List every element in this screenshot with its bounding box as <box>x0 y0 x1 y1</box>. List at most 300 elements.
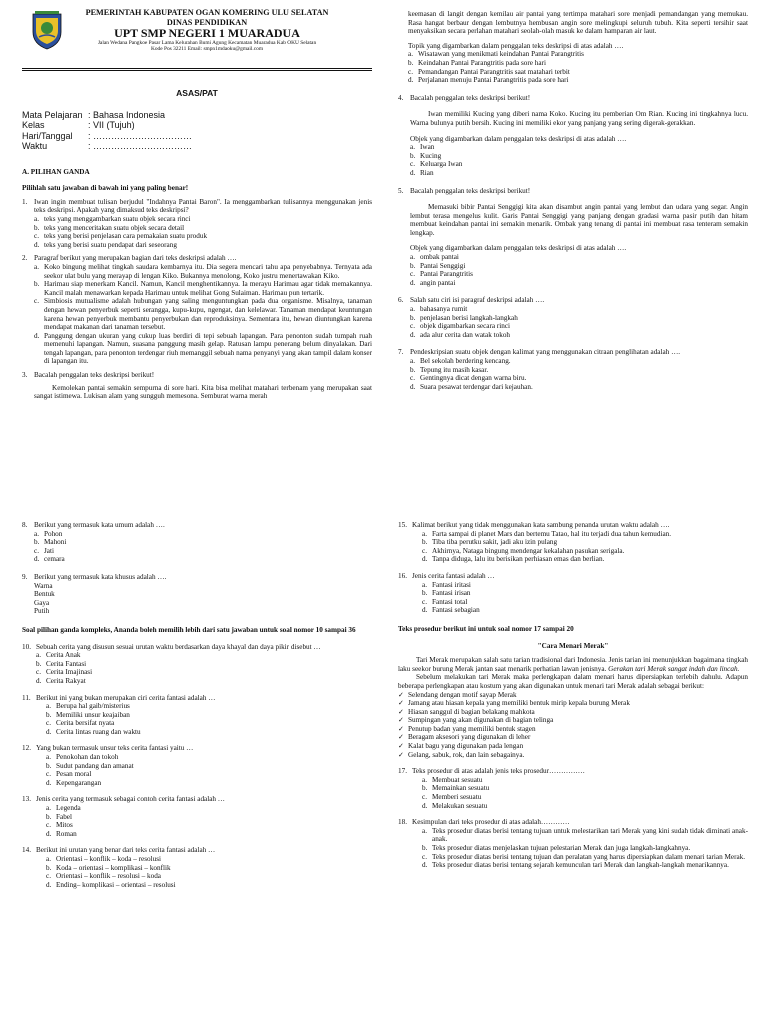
option-letter: b. <box>410 151 416 160</box>
option <box>46 762 372 771</box>
option-text: Membuat sesuatu <box>432 775 483 784</box>
option <box>34 538 372 547</box>
check-icon: ✓ <box>398 742 405 751</box>
option-list <box>410 357 748 391</box>
option-text: Teks prosedur diatas menjelaskan tujuan pelestarian Merak dan juga langkah-langkahnya. <box>432 844 691 852</box>
option-letter: a. <box>46 804 51 813</box>
option <box>46 864 372 873</box>
option-letter: a. <box>46 702 51 711</box>
question-text: Berikut yang termasuk kata umum adalah …. <box>34 521 165 529</box>
option-text: Orientasi – konflik – resolusi – koda <box>56 872 162 881</box>
option-text: Cerita Fantasi <box>46 659 87 668</box>
letterhead-postcode-email: Kode Pos 32211 Email: smpn1mdaoku@gmail.com <box>150 46 264 53</box>
option <box>422 555 748 564</box>
option-letter: d. <box>422 861 428 870</box>
option <box>46 813 372 822</box>
list-item <box>398 733 748 742</box>
option-text: Selendang dengan motif sayap Merak <box>408 690 517 699</box>
option-letter: d. <box>36 676 42 685</box>
question-number: 12. <box>22 744 31 753</box>
option-text: Kalat bagu yang digunakan pada lengan <box>408 742 524 751</box>
option-list <box>410 305 748 339</box>
option-letter: a. <box>46 855 51 863</box>
page2-right-column <box>398 521 748 870</box>
option <box>410 305 748 314</box>
option <box>422 538 748 547</box>
option <box>410 322 748 331</box>
option-letter: b. <box>410 313 416 322</box>
option-text: Memainkan sesuatu <box>432 784 490 793</box>
option-list <box>422 827 748 870</box>
option-letter: d. <box>46 778 52 787</box>
meta-value: : …………………………… <box>88 130 193 141</box>
option-text: Fantasi total <box>432 597 468 606</box>
option-text: Sumpingan yang akan digunakan di bagian telinga <box>408 716 554 725</box>
option-letter: c. <box>34 232 39 241</box>
option <box>410 152 748 161</box>
question-1 <box>22 198 372 250</box>
option-text: Koda – orientasi – komplikasi – konflik <box>56 863 171 872</box>
option-text: Sudut pandang dan amanat <box>56 761 134 770</box>
question-number: 16. <box>398 571 407 580</box>
option <box>410 262 748 271</box>
question-text: Berikut ini urutan yang benar dari teks cerita fantasi adalah … <box>36 846 216 855</box>
option-list <box>46 855 372 889</box>
option <box>34 263 372 280</box>
list-item <box>398 725 748 734</box>
question-4 <box>398 94 748 178</box>
option <box>410 279 748 288</box>
question-text: Berikut yang termasuk kata khusus adalah …. <box>34 572 167 581</box>
page1-right-column <box>398 10 748 391</box>
option <box>408 68 748 77</box>
option-text: Roman <box>56 829 77 838</box>
option-letter: c. <box>410 374 415 383</box>
option <box>34 280 372 297</box>
option-letter: c. <box>410 322 415 331</box>
option-letter: b. <box>46 812 52 821</box>
list-item <box>398 751 748 760</box>
option-text: Panggung dengan ukuran yang cukup luas berdiri di tepi sebuah lapangan. Para penonton sudah tumpah ruah memenuhi lapangan. Namun, suasana panggung masih gelap. Ratusan lampu penerang belum dinyalakan. Dari tengah lapangan, para penonton terdengar riuh memanggil sebuah nama penyanyi yang akan tampil dalam konser di lapangan itu. <box>44 331 372 366</box>
option-letter: c. <box>422 793 427 802</box>
option <box>36 660 372 669</box>
meta-row <box>22 120 372 131</box>
option <box>422 827 748 844</box>
option-text: Fabel <box>56 812 72 821</box>
question-16 <box>398 572 748 615</box>
option-list <box>46 753 372 787</box>
option <box>34 297 372 331</box>
option-letter: d. <box>410 278 416 287</box>
option-text: Memberi sesuatu <box>432 793 482 802</box>
question-number: 3. <box>22 371 28 380</box>
question-text: Berikut ini yang bukan merupakan ciri cerita fantasi adalah … <box>36 693 216 702</box>
question-15 <box>398 521 748 564</box>
option-letter: d. <box>46 829 52 838</box>
option <box>422 853 748 862</box>
option <box>46 855 372 864</box>
question-text: Jenis cerita yang termasuk sebagai contoh cerita fantasi adalah … <box>36 795 225 804</box>
letterhead-address: Jalan Wedana Pangkoe Pasar Lama Kelurahan Bumi Agung Kecamatan Muaradua Kab OKU Selatan <box>97 40 317 46</box>
option <box>422 861 748 870</box>
option <box>34 232 372 241</box>
procedure-title: "Cara Menari Merak" <box>537 641 609 650</box>
question-10 <box>22 643 372 686</box>
option-list <box>36 651 372 685</box>
letterhead-divider <box>22 68 372 71</box>
option <box>410 314 748 323</box>
option-list <box>46 702 372 736</box>
option-letter: b. <box>410 261 416 270</box>
check-icon: ✓ <box>398 699 405 708</box>
option-letter: a. <box>410 305 415 314</box>
option-letter: a. <box>410 357 415 365</box>
option <box>34 241 372 250</box>
option-letter: b. <box>422 589 428 598</box>
question-18 <box>398 818 748 870</box>
option-text: Kepengarangan <box>56 778 102 787</box>
instruction: Pilihlah satu jawaban di bawah ini yang paling benar! <box>22 184 189 193</box>
question-12 <box>22 744 372 787</box>
option-text: Mitos <box>56 821 73 830</box>
option-letter: c. <box>46 821 51 830</box>
question-text: Kalimat berikut yang tidak menggunakan kata sambung penanda urutan waktu adalah …. <box>412 521 670 529</box>
question-text: Yang bukan termasuk unsur teks cerita fantasi yaitu … <box>36 744 194 753</box>
option <box>46 711 372 720</box>
option-text: Teks prosedur diatas berisi tentang tujuan untuk melestarikan tari Merak yang kini sudah tidak diminati anak-anak. <box>432 826 748 844</box>
meta-key: Waktu <box>22 141 48 152</box>
option-letter: d. <box>46 880 52 889</box>
option <box>410 374 748 383</box>
option-letter: d. <box>422 555 428 564</box>
letterhead-line-1: PEMERINTAH KABUPATEN OGAN KOMERING ULU SELATAN <box>85 8 329 17</box>
option-list <box>410 253 748 287</box>
option-text: Harimau siap menerkam Kancil. Namun, Kancil menghentikannya. Ia merayu Harimau agar tidak memakannya. Kancil malah menawarkan kepada Harimau untuk melihat Gong Sulaiman. Harimau pun tertarik. <box>44 280 372 297</box>
question-text: Objek yang digambarkan dalam penggalan teks deskripsi di atas adalah …. <box>410 244 627 253</box>
option <box>46 872 372 881</box>
option-letter: b. <box>410 365 416 374</box>
procedure-instruction: Teks prosedur berikut ini untuk soal nomor 17 sampai 20 <box>398 624 574 633</box>
option-letter: b. <box>422 784 428 793</box>
question-text: Kesimpulan dari teks prosedur di atas adalah………… <box>412 818 570 827</box>
option-text: Akhirnya, Nataga bingung mendengar kekalahan pasukan serigala. <box>432 546 625 555</box>
procedure-paragraph-2: Sebelum melakukan tari Merak maka perlengkapan dalam menari harus dipersiapkan terlebih dahulu. Adapun beberapa perlengkapan atau kostum yang akan digunakan untuk menari tari Merak adalah sebagai berikut: <box>398 673 748 690</box>
option-text: Bel sekolah berdering kencang. <box>420 357 511 365</box>
list-item <box>398 699 748 708</box>
option <box>410 366 748 375</box>
question-number: 9. <box>22 572 28 581</box>
question-17 <box>398 767 748 810</box>
question-number: 6. <box>398 296 404 305</box>
meta-value: : VII (Tujuh) <box>88 120 135 131</box>
option-letter: c. <box>36 668 41 677</box>
option <box>410 270 748 279</box>
option-letter: c. <box>410 270 415 279</box>
question-text: Objek yang digambarkan dalam penggalan teks deskripsi di atas adalah …. <box>410 134 627 143</box>
option-text: Pantai Senggigi <box>420 261 466 270</box>
option-list <box>34 215 372 249</box>
option-text: Rian <box>420 168 434 177</box>
option-letter: b. <box>34 223 40 232</box>
option-text: teks yang berisi suatu pendapat dari seseorang <box>44 240 177 249</box>
option <box>422 530 748 539</box>
option-text: Memiliki unsur keajaiban <box>56 710 130 719</box>
option <box>34 332 372 366</box>
question-text: Paragraf berikut yang merupakan bagian dari teks deskripsi adalah …. <box>34 254 237 263</box>
option <box>422 793 748 802</box>
passage: Kemolekan pantai semakin sempurna di sore hari. Kita bisa melihat matahari terbenam yang merupakan saat sangat istimewa. Lukisan alam yang sungguh memesona. Semburat warna merah <box>34 383 372 401</box>
option-text: Cerita Anak <box>46 651 81 660</box>
option-text: angin pantai <box>420 278 456 287</box>
option <box>410 143 748 152</box>
list-item: Warna <box>34 581 53 590</box>
procedure-text: Tari Merak merupakan salah satu tarian tradisional dari Indonesia. Jenis tarian ini menunjukkan bagaimana tingkah laku seekor burung Merak jantan saat menarik perhatian lawan jenisnya. <box>398 656 748 673</box>
option-text: Cerita Rakyat <box>46 676 86 685</box>
option-text: cemara <box>44 555 65 564</box>
question-number: 10. <box>22 642 31 651</box>
option-letter: c. <box>46 770 51 779</box>
question-text: Topik yang digambarkan dalam penggalan teks deskripsi di atas adalah …. <box>408 41 624 50</box>
option-list <box>422 581 748 615</box>
option-letter: c. <box>422 546 427 555</box>
question-3 <box>22 371 372 401</box>
option-letter: d. <box>34 555 40 564</box>
question-number: 5. <box>398 186 404 195</box>
option <box>46 719 372 728</box>
option-letter: a. <box>410 143 415 152</box>
list-item <box>398 742 748 751</box>
option-letter: c. <box>34 297 39 306</box>
option <box>46 770 372 779</box>
option <box>422 784 748 793</box>
option-text: teks yang menceritakan suatu objek secara detail <box>44 223 185 232</box>
option-text: ada alur cerita dan watak tokoh <box>420 330 511 339</box>
option-letter: a. <box>36 651 41 660</box>
option-text: Wisatawan yang menikmati keindahan Pantai Parangtritis <box>418 50 584 59</box>
list-item: Gaya <box>34 598 50 607</box>
list-item <box>398 691 748 700</box>
option-text: Orientasi – konflik – koda – resolusi <box>56 855 162 863</box>
question-7 <box>398 348 748 391</box>
option <box>46 753 372 762</box>
question-number: 13. <box>22 795 31 804</box>
option-letter: b. <box>34 538 40 547</box>
question-text: Bacalah penggalan teks deskripsi berikut! <box>410 186 531 195</box>
option-text: Jamang atau hiasan kepala yang memiliki bentuk mirip kepala burung Merak <box>408 699 630 708</box>
question-number: 1. <box>22 197 28 206</box>
passage: Iwan memiliki Kucing yang diberi nama Koko. Kucing itu pemberian Om Rian. Kucing ini tingkahnya lucu. Warna bulunya putih bersih. Kucing ini memiliki ekor yang panjang yang sering digerak-gerakkan. <box>410 110 748 127</box>
question-text: Teks prosedur di atas adalah jenis teks prosedur…………… <box>412 767 585 776</box>
option-letter: b. <box>408 58 414 67</box>
option-text: Tanpa diduga, lalu itu berisikan perhiasan emas dan berlian. <box>432 555 605 564</box>
page1-left-column <box>22 8 372 401</box>
option-text: Beragam aksesori yang digunakan di leher <box>408 733 531 742</box>
option-letter: a. <box>422 529 427 538</box>
question-text: Jenis cerita fantasi adalah … <box>412 571 495 580</box>
option-text: Farta sampai di planet Mars dan bertemu Tatao, hal itu terjadi dua tahun kemudian. <box>432 529 672 538</box>
option-list <box>422 776 748 810</box>
question-number: 4. <box>398 93 404 102</box>
option-text: Cerita Imajinasi <box>46 668 93 677</box>
meta-row <box>22 141 372 152</box>
option-list <box>34 263 372 366</box>
option-letter: c. <box>46 719 51 728</box>
option-letter: d. <box>46 727 52 736</box>
option-text: Fantasi iritasi <box>432 580 471 589</box>
option-letter: c. <box>422 852 427 861</box>
check-icon: ✓ <box>398 750 405 759</box>
list-item: Putih <box>34 607 50 616</box>
page2-left-column <box>22 521 372 889</box>
check-icon: ✓ <box>398 707 405 716</box>
option-text: Fantasi sebagian <box>432 606 480 615</box>
option-letter: d. <box>422 801 428 810</box>
list-item <box>398 708 748 717</box>
option-text: ombak pantai <box>420 253 459 262</box>
option-text: Suara pesawat terdengar dari kejauhan. <box>420 382 533 391</box>
meta-key: Mata Pelajaran <box>22 109 83 120</box>
question-text: Sebuah cerita yang disusun sesuai urutan waktu berdasarkan daya khayal dan daya pikir disebut … <box>36 642 321 651</box>
option-text: Mahoni <box>44 538 67 547</box>
question-2 <box>22 254 372 366</box>
option <box>34 555 372 564</box>
option-text: Legenda <box>56 804 81 813</box>
option <box>46 728 372 737</box>
meta-value: : …………………………… <box>88 141 193 152</box>
meta-row <box>22 131 372 142</box>
option-letter: b. <box>422 538 428 547</box>
question-8 <box>22 521 372 564</box>
option-letter: d. <box>410 382 416 391</box>
page-2 <box>0 515 768 1024</box>
option <box>422 589 748 598</box>
item-list <box>34 582 372 616</box>
option <box>410 160 748 169</box>
option-text: Iwan <box>420 143 435 152</box>
option-text: Hiasan sanggul di bagian belakang mahkota <box>408 707 535 716</box>
procedure-paragraph-1 <box>398 656 748 673</box>
option-list <box>410 143 748 177</box>
option-letter: d. <box>408 76 414 85</box>
option <box>410 331 748 340</box>
option-text: Berupa hal gaib/misterius <box>56 702 130 711</box>
meta-key: Kelas <box>22 120 45 131</box>
question-6 <box>398 296 748 339</box>
option <box>422 844 748 853</box>
option <box>36 651 372 660</box>
question-text: Bacalah penggalan teks deskripsi berikut! <box>34 371 155 380</box>
option-letter: a. <box>46 753 51 762</box>
option-letter: b. <box>46 761 52 770</box>
check-icon: ✓ <box>398 724 405 733</box>
meta-value: : Bahasa Indonesia <box>88 109 166 120</box>
option-text: Teks prosedur diatas berisi tentang tujuan dan peralatan yang harus dipersiapkan dalam menari tarian Merak. <box>432 852 746 861</box>
option-letter: d. <box>34 240 40 249</box>
regency-logo-icon <box>30 10 64 50</box>
option <box>34 530 372 539</box>
option-letter: a. <box>422 580 427 589</box>
question-number: 11. <box>22 693 31 702</box>
exam-meta <box>22 110 372 152</box>
option <box>410 357 748 366</box>
option <box>422 606 748 615</box>
list-item <box>398 716 748 725</box>
option-letter: a. <box>34 214 39 223</box>
option <box>36 677 372 686</box>
option-letter: d. <box>34 331 40 340</box>
option-letter: a. <box>422 826 427 835</box>
option <box>46 702 372 711</box>
option-text: Ending– komplikasi – orientasi – resolusi <box>56 880 176 889</box>
option-text: Gelang, sabuk, rok, dan lain sebagainya. <box>408 750 525 759</box>
passage: Memasuki bibir Pantai Senggigi kita akan disambut angin pantai yang lembut dan udara yang segar. Angin lembut terasa mengelus kulit. Garis Pantai Senggigi yang panjang dengan gradasi warna pasir putih dan hitam membuat keindahan pantai ini semakin menarik. Ombak yang tenang di pantai ini membuat rasa tenteram semakin lengkap. <box>410 203 748 237</box>
option-text: Keindahan Pantai Parangtritis pada sore hari <box>418 58 546 67</box>
option-text: Pemandangan Pantai Parangtritis saat matahari terbit <box>418 67 570 76</box>
check-icon: ✓ <box>398 690 405 699</box>
option-letter: b. <box>36 659 42 668</box>
option <box>408 76 748 85</box>
question-14 <box>22 846 372 889</box>
option <box>408 50 748 59</box>
list-item: Bentuk <box>34 590 55 599</box>
option <box>422 581 748 590</box>
complex-instruction: Soal pilihan ganda kompleks, Ananda boleh memilih lebih dari satu jawaban untuk soal nomor 10 sampai 36 <box>22 625 356 634</box>
option <box>46 821 372 830</box>
question-text: Iwan ingin membuat tulisan berjudul "Indahnya Pantai Baron". Ia menggambarkan tulisannya menggunakan jenis teks deskripsi. Apakah yang dimaksud teks deskripsi? <box>34 197 372 215</box>
option-text: teks yang menggambarkan suatu objek secara rinci <box>44 214 191 223</box>
meta-key: Hari/Tanggal <box>22 130 73 141</box>
option <box>410 383 748 392</box>
exam-title: ASAS/PAT <box>176 88 218 98</box>
option <box>34 547 372 556</box>
question-number: 7. <box>398 348 404 357</box>
option-text: Tiba tiba perutku sakit, jadi aku izin pulang <box>432 538 558 547</box>
option-letter: c. <box>408 67 413 76</box>
option-list <box>34 530 372 564</box>
question-number: 8. <box>22 521 28 529</box>
option-list <box>422 530 748 564</box>
option-text: Melakukan sesuatu <box>432 801 488 810</box>
meta-row <box>22 110 372 121</box>
option-letter: c. <box>410 160 415 169</box>
option <box>46 804 372 813</box>
option-letter: c. <box>46 872 51 881</box>
option-letter: d. <box>410 330 416 339</box>
question-text: Pendeskripsian suatu objek dengan kalimat yang menggunakan citraan penglihatan adalah …. <box>410 348 681 357</box>
question-number: 2. <box>22 254 28 263</box>
option-text: teks yang berisi penjelasan cara pemakaian suatu produk <box>44 232 208 241</box>
option-letter: b. <box>34 280 40 289</box>
letterhead-line-2: DINAS PENDIDIKAN <box>166 17 248 27</box>
option <box>410 253 748 262</box>
option-letter: a. <box>408 50 413 59</box>
option <box>34 224 372 233</box>
option-text: Pesan moral <box>56 770 92 779</box>
option-list <box>408 50 748 84</box>
option <box>46 830 372 839</box>
option-text: Fantasi irisan <box>432 589 471 598</box>
option-letter: a. <box>34 262 39 271</box>
option-text: Cerita bersifat nyata <box>56 719 115 728</box>
letterhead <box>22 8 372 66</box>
option-letter: d. <box>422 606 428 615</box>
option-text: Pantai Parangtritis <box>420 270 473 279</box>
letterhead-school-name: UPT SMP NEGERI 1 MUARADUA <box>114 26 300 40</box>
option-text: penjelasan berisi langkah-langkah <box>420 313 518 322</box>
option <box>422 598 748 607</box>
option-text: Koko bingung melihat tingkah saudara kembarnya itu. Dia segera mencari tahu apa penyebabnya. Ternyata ada seekor ulat bulu yang merayap di lengan Kiko. Bukannya menolong, Koko justru menertawakan Kiko. <box>44 262 372 280</box>
question-text: Bacalah penggalan teks deskripsi berikut! <box>410 93 531 102</box>
